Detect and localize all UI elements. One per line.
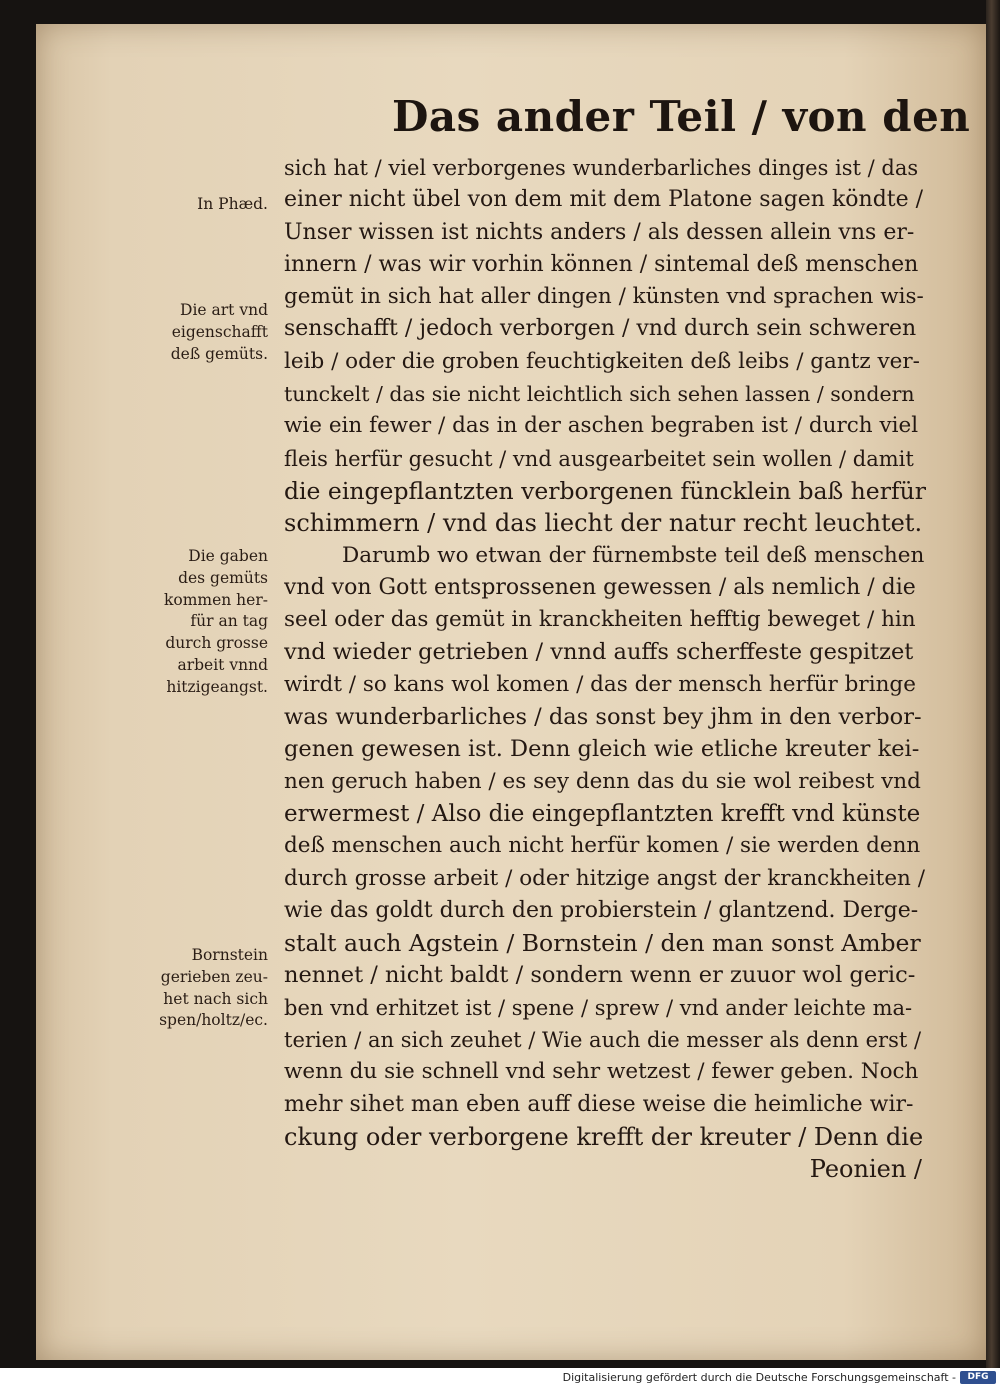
margin-note-line: Die gaben [188,547,268,565]
margin-note-line: het nach sich [163,989,268,1008]
text-line: seel oder das gemüt in kranckheiten hefftig beweget / hin [284,607,916,633]
text-line: wirdt / so kans wol komen / das der mensch herfür bringe [284,671,916,697]
margin-note-line: deß gemüts. [170,344,268,363]
text-line: stalt auch Agstein / Bornstein / den man sonst Amber [284,929,921,958]
text-line: ben vnd erhitzet ist / spene / sprew / vnd ander leichte ma- [284,995,913,1020]
margin-note-line: des gemüts [178,568,268,587]
text-line: einer nicht übel von dem mit dem Platone sagen köndte / [284,187,924,213]
text-line: wie ein fewer / das in der aschen begraben ist / durch viel [284,413,919,439]
margin-note-line: Bornstein [191,946,268,964]
text-line: mehr sihet man eben auff diese weise die heimliche wir- [284,1091,914,1117]
text-line: deß menschen auch nicht herfür komen / sie werden denn [284,833,921,859]
text-line: vnd wieder getrieben / vnnd auffs scherffeste gespitzet [284,639,914,666]
margin-note-line: hitzigeangst. [166,677,268,696]
text-line: ckung oder verborgene krefft der kreuter / Denn die [284,1122,924,1151]
text-line: gemüt in sich hat aller dingen / künsten vnd sprachen wis- [284,284,924,310]
text-line: schimmern / vnd das liecht der natur recht leuchtet. [284,509,923,538]
margin-note-line: kommen her- [163,590,268,609]
text-line: senschafft / jedoch verborgen / vnd durch sein schweren [284,316,917,342]
book-binding-edge [986,0,1000,1368]
text-line: tunckelt / das sie nicht leichtlich sich sehen lassen / sondern [284,382,915,407]
margin-note-line: eigenschafft [171,322,268,341]
dfg-logo: DFG [960,1371,996,1384]
text-line: wie das goldt durch den probierstein / glantzend. Derge- [284,897,919,923]
text-line: Peonien / [809,1155,922,1184]
margin-note-source [150,194,268,216]
funding-notice: Digitalisierung gefördert durch die Deutsche Forschungsgemeinschaft - [562,1371,956,1384]
text-line: genen gewesen ist. Denn gleich wie etliche kreuter kei- [284,736,920,763]
text-line: nennet / nicht baldt / sondern wenn er zuuor wol geric- [284,962,916,989]
text-line: durch grosse arbeit / oder hitzige angst der kranckheiten / [284,865,925,891]
text-line: wenn du sie schnell vnd sehr wetzest / fewer geben. Noch [284,1059,919,1085]
margin-note-gaben [150,546,268,699]
text-line: was wunderbarliches / das sonst bey jhm in den verbor- [284,704,922,731]
text-line: sich hat / viel verborgenes wunderbarliches dinges ist / das [284,156,919,180]
margin-note-line: durch grosse [165,634,268,653]
margin-note-line: für an tag [190,612,268,631]
margin-note-gemuet [150,300,268,365]
margin-note-bornstein [150,945,268,1032]
text-line: erwermest / Also die eingepflantzten krefft vnd künste [284,800,921,827]
text-line: leib / oder die groben feuchtigkeiten deß leibs / gantz ver- [284,348,920,374]
text-line: innern / was wir vorhin können / sintemal deß menschen [284,251,919,277]
margin-note-line: arbeit vnnd [177,655,268,674]
margin-note-line: In Phæd. [197,195,268,213]
text-line: die eingepflantzten verborgenen füncklein baß herfür [284,476,926,505]
text-line: Darumb wo etwan der fürnembste teil deß menschen [342,542,925,568]
margin-note-line: gerieben zeu- [160,967,268,986]
text-line: vnd von Gott entsprossenen gewessen / als nemlich / die [284,574,916,600]
margin-note-line: Die art vnd [180,301,268,319]
text-line: nen geruch haben / es sey denn das du sie wol reibest vnd [284,768,921,794]
running-head: Das ander Teil / von den [392,92,971,141]
body-text [284,152,926,1186]
margin-note-line: spen/holtz/ec. [159,1011,268,1030]
text-line: fleis herfür gesucht / vnd ausgearbeitet sein wollen / damit [284,446,914,471]
text-line: Unser wissen ist nichts anders / als dessen allein vns er- [284,219,915,245]
text-line: terien / an sich zeuhet / Wie auch die messer als denn erst / [284,1028,922,1053]
digitization-footer [0,1368,1000,1388]
